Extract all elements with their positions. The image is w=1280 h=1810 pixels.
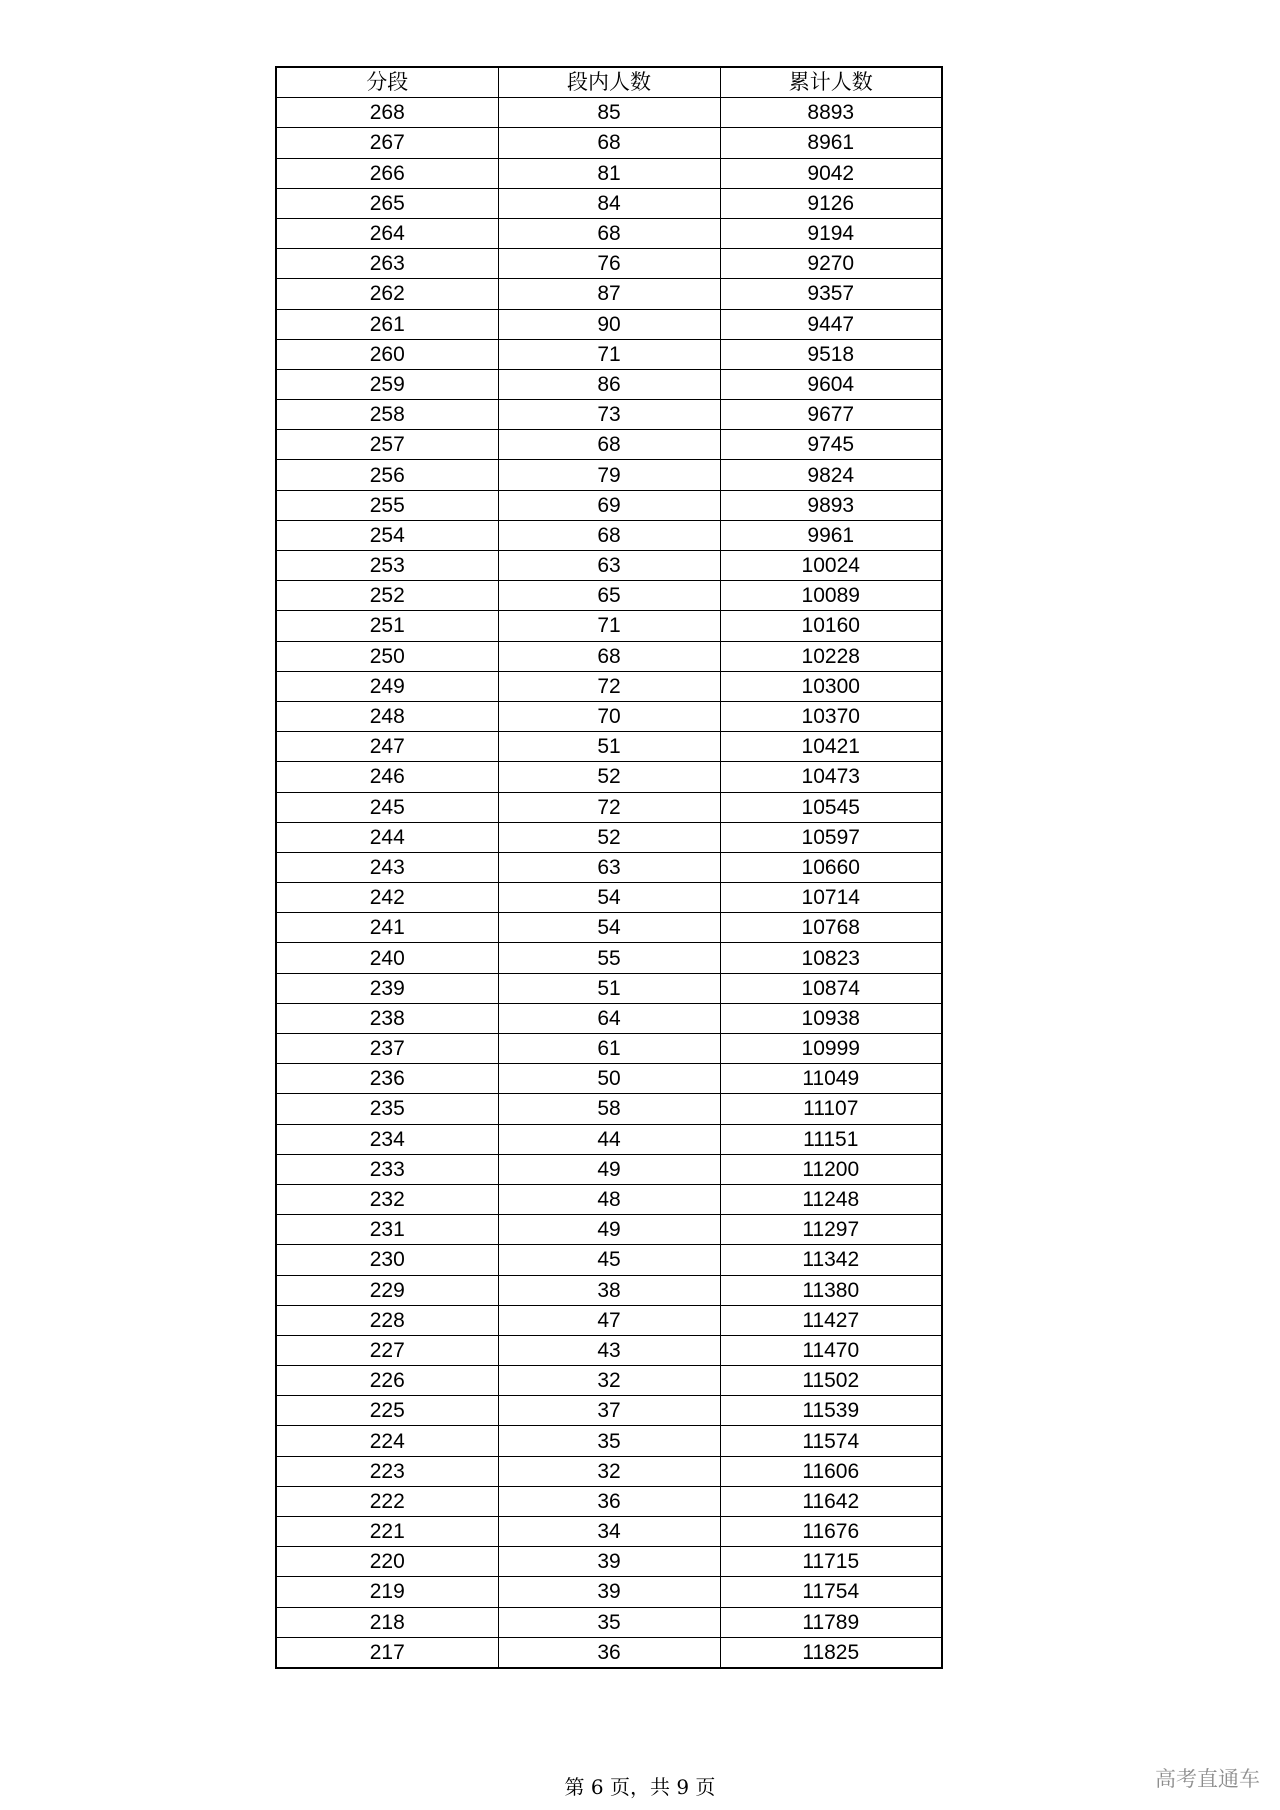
cell-count: 47: [498, 1305, 720, 1335]
cell-cumulative: 8961: [720, 128, 942, 158]
cell-score: 231: [276, 1215, 498, 1245]
cell-cumulative: 10370: [720, 701, 942, 731]
cell-score: 224: [276, 1426, 498, 1456]
table-row: [276, 852, 942, 882]
table-row: [276, 1456, 942, 1486]
table-row: [276, 943, 942, 973]
cell-count: 55: [498, 943, 720, 973]
cell-count: 73: [498, 400, 720, 430]
cell-score: 250: [276, 641, 498, 671]
cell-cumulative: 9447: [720, 309, 942, 339]
cell-score: 247: [276, 732, 498, 762]
header-row: [276, 67, 942, 98]
cell-cumulative: 10874: [720, 973, 942, 1003]
cell-cumulative: 11825: [720, 1637, 942, 1668]
cell-cumulative: 11502: [720, 1366, 942, 1396]
cell-cumulative: 10714: [720, 883, 942, 913]
table-row: [276, 1547, 942, 1577]
cell-count: 72: [498, 671, 720, 701]
cell-score: 267: [276, 128, 498, 158]
cell-cumulative: 11380: [720, 1275, 942, 1305]
cell-count: 90: [498, 309, 720, 339]
cell-score: 252: [276, 581, 498, 611]
cell-count: 86: [498, 369, 720, 399]
table-row: [276, 369, 942, 399]
cell-score: 256: [276, 460, 498, 490]
cell-count: 68: [498, 641, 720, 671]
cell-score: 221: [276, 1517, 498, 1547]
cell-score: 266: [276, 158, 498, 188]
cell-cumulative: 11107: [720, 1094, 942, 1124]
table-row: [276, 1335, 942, 1365]
cell-score: 219: [276, 1577, 498, 1607]
cell-score: 248: [276, 701, 498, 731]
cell-cumulative: 10938: [720, 1003, 942, 1033]
table-row: [276, 822, 942, 852]
cell-score: 245: [276, 792, 498, 822]
table-row: [276, 1396, 942, 1426]
cell-count: 49: [498, 1215, 720, 1245]
cell-cumulative: 10089: [720, 581, 942, 611]
cell-count: 51: [498, 732, 720, 762]
table-row: [276, 400, 942, 430]
cell-score: 229: [276, 1275, 498, 1305]
cell-cumulative: 11539: [720, 1396, 942, 1426]
cell-count: 39: [498, 1547, 720, 1577]
cell-cumulative: 10768: [720, 913, 942, 943]
cell-cumulative: 10597: [720, 822, 942, 852]
cell-score: 241: [276, 913, 498, 943]
table-row: [276, 1184, 942, 1214]
cell-cumulative: 10660: [720, 852, 942, 882]
cell-score: 263: [276, 249, 498, 279]
table-row: [276, 128, 942, 158]
table-body: [276, 98, 942, 1668]
cell-score: 230: [276, 1245, 498, 1275]
table-row: [276, 1124, 942, 1154]
cell-cumulative: 11606: [720, 1456, 942, 1486]
cell-score: 222: [276, 1486, 498, 1516]
cell-score: 260: [276, 339, 498, 369]
cell-cumulative: 9270: [720, 249, 942, 279]
table-row: [276, 1215, 942, 1245]
cell-score: 258: [276, 400, 498, 430]
table-row: [276, 339, 942, 369]
cell-count: 79: [498, 460, 720, 490]
cell-cumulative: 11049: [720, 1064, 942, 1094]
cell-count: 54: [498, 913, 720, 943]
watermark-logo-text: 高考直通车: [1155, 1767, 1260, 1791]
cell-score: 268: [276, 98, 498, 128]
cell-cumulative: 9042: [720, 158, 942, 188]
cell-count: 69: [498, 490, 720, 520]
cell-count: 71: [498, 339, 720, 369]
cell-score: 239: [276, 973, 498, 1003]
cell-count: 52: [498, 822, 720, 852]
cell-count: 68: [498, 218, 720, 248]
cell-count: 58: [498, 1094, 720, 1124]
cell-count: 65: [498, 581, 720, 611]
table-row: [276, 1064, 942, 1094]
cell-cumulative: 9677: [720, 400, 942, 430]
cell-cumulative: 11574: [720, 1426, 942, 1456]
page-number: 第 6 页，共 9 页: [564, 1775, 716, 1799]
table-row: [276, 762, 942, 792]
table-row: [276, 1094, 942, 1124]
table-row: [276, 249, 942, 279]
cell-count: 36: [498, 1486, 720, 1516]
table-row: [276, 551, 942, 581]
table-row: [276, 460, 942, 490]
cell-count: 68: [498, 430, 720, 460]
cell-count: 61: [498, 1034, 720, 1064]
cell-cumulative: 9604: [720, 369, 942, 399]
cell-score: 249: [276, 671, 498, 701]
table-row: [276, 883, 942, 913]
cell-score: 262: [276, 279, 498, 309]
cell-count: 54: [498, 883, 720, 913]
table-header: [276, 67, 942, 98]
cell-score: 257: [276, 430, 498, 460]
cell-count: 49: [498, 1154, 720, 1184]
table-row: [276, 701, 942, 731]
cell-score: 218: [276, 1607, 498, 1637]
cell-cumulative: 10473: [720, 762, 942, 792]
table-row: [276, 188, 942, 218]
table-row: [276, 490, 942, 520]
cell-cumulative: 10545: [720, 792, 942, 822]
cell-score: 226: [276, 1366, 498, 1396]
cell-count: 44: [498, 1124, 720, 1154]
cell-cumulative: 10421: [720, 732, 942, 762]
cell-score: 265: [276, 188, 498, 218]
cell-count: 72: [498, 792, 720, 822]
cell-cumulative: 10300: [720, 671, 942, 701]
cell-score: 255: [276, 490, 498, 520]
table-row: [276, 1486, 942, 1516]
cell-count: 32: [498, 1456, 720, 1486]
cell-cumulative: 9357: [720, 279, 942, 309]
cell-score: 242: [276, 883, 498, 913]
table-row: [276, 913, 942, 943]
cell-count: 85: [498, 98, 720, 128]
cell-count: 52: [498, 762, 720, 792]
cell-cumulative: 11200: [720, 1154, 942, 1184]
cell-cumulative: 11676: [720, 1517, 942, 1547]
table-row: [276, 1305, 942, 1335]
cell-cumulative: 9745: [720, 430, 942, 460]
cell-score: 246: [276, 762, 498, 792]
cell-cumulative: 11715: [720, 1547, 942, 1577]
header-cumulative: 累计人数: [720, 67, 942, 98]
cell-cumulative: 8893: [720, 98, 942, 128]
cell-score: 244: [276, 822, 498, 852]
cell-cumulative: 11342: [720, 1245, 942, 1275]
cell-score: 253: [276, 551, 498, 581]
cell-count: 43: [498, 1335, 720, 1365]
table-row: [276, 1607, 942, 1637]
cell-score: 237: [276, 1034, 498, 1064]
cell-cumulative: 11248: [720, 1184, 942, 1214]
table-row: [276, 158, 942, 188]
cell-cumulative: 11642: [720, 1486, 942, 1516]
cell-count: 84: [498, 188, 720, 218]
table-row: [276, 732, 942, 762]
cell-count: 87: [498, 279, 720, 309]
cell-score: 235: [276, 1094, 498, 1124]
cell-score: 217: [276, 1637, 498, 1668]
cell-score: 228: [276, 1305, 498, 1335]
cell-score: 259: [276, 369, 498, 399]
cell-score: 236: [276, 1064, 498, 1094]
cell-score: 238: [276, 1003, 498, 1033]
cell-count: 64: [498, 1003, 720, 1033]
table-row: [276, 1154, 942, 1184]
table-row: [276, 98, 942, 128]
table-row: [276, 1366, 942, 1396]
cell-cumulative: 10228: [720, 641, 942, 671]
table-row: [276, 520, 942, 550]
cell-cumulative: 10823: [720, 943, 942, 973]
cell-cumulative: 10999: [720, 1034, 942, 1064]
table-row: [276, 973, 942, 1003]
cell-score: 225: [276, 1396, 498, 1426]
cell-score: 240: [276, 943, 498, 973]
cell-score: 220: [276, 1547, 498, 1577]
cell-count: 51: [498, 973, 720, 1003]
table-row: [276, 641, 942, 671]
cell-count: 39: [498, 1577, 720, 1607]
cell-count: 63: [498, 551, 720, 581]
cell-score: 243: [276, 852, 498, 882]
cell-score: 227: [276, 1335, 498, 1365]
cell-cumulative: 11754: [720, 1577, 942, 1607]
table-row: [276, 1034, 942, 1064]
cell-score: 261: [276, 309, 498, 339]
table-row: [276, 611, 942, 641]
cell-cumulative: 9961: [720, 520, 942, 550]
table-row: [276, 218, 942, 248]
cell-cumulative: 11427: [720, 1305, 942, 1335]
cell-score: 223: [276, 1456, 498, 1486]
cell-cumulative: 9194: [720, 218, 942, 248]
score-distribution-table: [275, 66, 943, 1669]
table-row: [276, 1517, 942, 1547]
cell-count: 34: [498, 1517, 720, 1547]
cell-cumulative: 10160: [720, 611, 942, 641]
cell-cumulative: 11789: [720, 1607, 942, 1637]
cell-count: 37: [498, 1396, 720, 1426]
cell-score: 233: [276, 1154, 498, 1184]
table-row: [276, 581, 942, 611]
cell-count: 35: [498, 1426, 720, 1456]
cell-count: 38: [498, 1275, 720, 1305]
header-score: 分段: [276, 67, 498, 98]
table-row: [276, 1577, 942, 1607]
cell-count: 63: [498, 852, 720, 882]
cell-count: 70: [498, 701, 720, 731]
table-row: [276, 1003, 942, 1033]
table-row: [276, 279, 942, 309]
table-row: [276, 430, 942, 460]
cell-cumulative: 9893: [720, 490, 942, 520]
cell-cumulative: 9518: [720, 339, 942, 369]
cell-score: 254: [276, 520, 498, 550]
cell-cumulative: 9126: [720, 188, 942, 218]
cell-count: 35: [498, 1607, 720, 1637]
cell-cumulative: 11470: [720, 1335, 942, 1365]
cell-count: 71: [498, 611, 720, 641]
cell-count: 48: [498, 1184, 720, 1214]
cell-score: 264: [276, 218, 498, 248]
cell-count: 81: [498, 158, 720, 188]
cell-score: 251: [276, 611, 498, 641]
cell-score: 232: [276, 1184, 498, 1214]
cell-count: 68: [498, 520, 720, 550]
cell-count: 45: [498, 1245, 720, 1275]
cell-count: 50: [498, 1064, 720, 1094]
table-row: [276, 1426, 942, 1456]
table-row: [276, 309, 942, 339]
cell-cumulative: 9824: [720, 460, 942, 490]
cell-count: 32: [498, 1366, 720, 1396]
cell-cumulative: 10024: [720, 551, 942, 581]
cell-cumulative: 11151: [720, 1124, 942, 1154]
cell-cumulative: 11297: [720, 1215, 942, 1245]
cell-count: 76: [498, 249, 720, 279]
cell-count: 36: [498, 1637, 720, 1668]
cell-score: 234: [276, 1124, 498, 1154]
table-row: [276, 1275, 942, 1305]
table-row: [276, 1637, 942, 1668]
table-row: [276, 1245, 942, 1275]
table-row: [276, 671, 942, 701]
cell-count: 68: [498, 128, 720, 158]
header-count: 段内人数: [498, 67, 720, 98]
table-row: [276, 792, 942, 822]
